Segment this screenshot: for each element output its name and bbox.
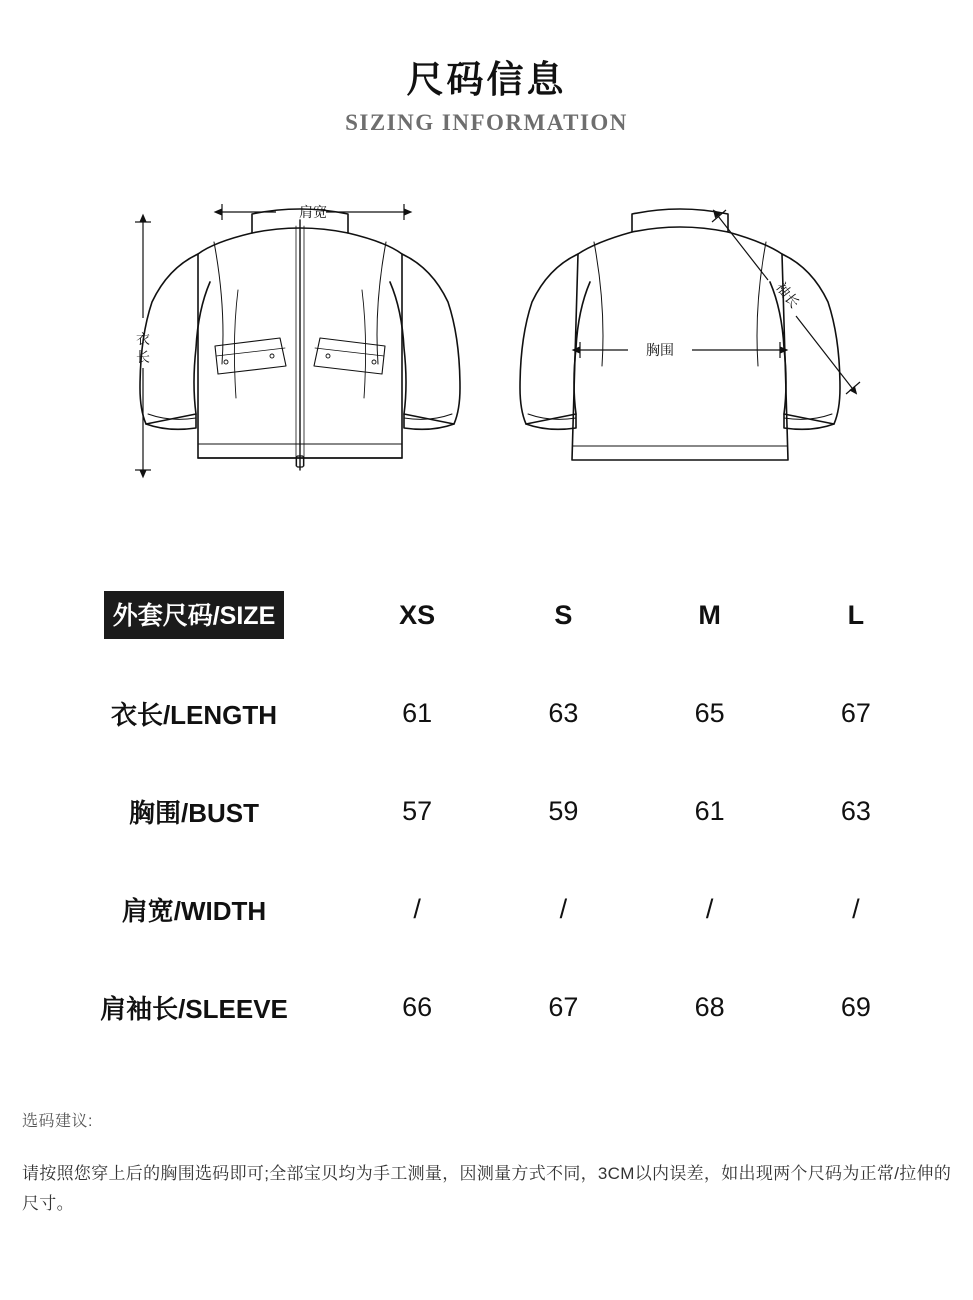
column-header-s: S — [554, 599, 573, 630]
table-header-label-cell — [44, 566, 344, 664]
label-garment-length-1: 衣 — [136, 331, 150, 348]
cell-sleeve-l: 69 — [840, 991, 871, 1022]
table-row — [44, 762, 929, 860]
cell-length-xs: 61 — [402, 697, 433, 728]
size-table-wrapper — [0, 566, 973, 1056]
size-table — [44, 566, 929, 1056]
notes-title: 选码建议: — [22, 1113, 93, 1131]
cell-length-l: 67 — [840, 697, 871, 728]
column-header-l: L — [847, 599, 865, 630]
cell-length-s: 63 — [548, 697, 579, 728]
cell-width-l: / — [852, 893, 860, 924]
cell-width-xs: / — [413, 893, 421, 924]
cell-bust-xs: 57 — [402, 795, 433, 826]
cell-width-s: / — [559, 893, 568, 924]
notes-body: 请按照您穿上后的胸围选码即可;全部宝贝均为手工测量，因测量方式不同，3CM以内误差，如出现两个尺码为正常/拉伸的尺寸。 — [22, 1164, 952, 1214]
size-badge: 外套尺码/SIZE — [104, 591, 285, 639]
garment-diagram — [0, 198, 973, 528]
column-header-xs: XS — [399, 599, 436, 630]
row-label-bust: 胸围/BUST — [128, 797, 259, 828]
row-label-width: 肩宽/WIDTH — [121, 895, 267, 926]
label-shoulder-width: 肩宽 — [299, 204, 327, 221]
page-title-cn: 尺码信息 — [406, 59, 567, 100]
row-label-sleeve: 肩袖长/SLEEVE — [100, 993, 288, 1024]
cell-sleeve-xs: 66 — [402, 991, 433, 1022]
label-bust: 胸围 — [646, 342, 674, 359]
label-garment-length-2: 长 — [136, 349, 150, 366]
cell-sleeve-m: 68 — [694, 991, 725, 1022]
cell-bust-l: 63 — [840, 795, 871, 826]
column-header-m: M — [698, 599, 721, 630]
label-sleeve-length: 袖长 — [773, 279, 803, 312]
table-row — [44, 860, 929, 958]
cell-width-m: / — [705, 893, 714, 924]
cell-bust-m: 61 — [694, 795, 725, 826]
table-row — [44, 664, 929, 762]
cell-bust-s: 59 — [548, 795, 579, 826]
sizing-notes — [0, 1108, 973, 1219]
table-header-row — [44, 566, 929, 664]
table-row — [44, 958, 929, 1056]
page-header — [0, 0, 973, 136]
cell-length-m: 65 — [694, 697, 725, 728]
cell-sleeve-s: 67 — [548, 991, 579, 1022]
row-label-length: 衣长/LENGTH — [110, 699, 278, 730]
page-title-en: SIZING INFORMATION — [345, 110, 628, 136]
